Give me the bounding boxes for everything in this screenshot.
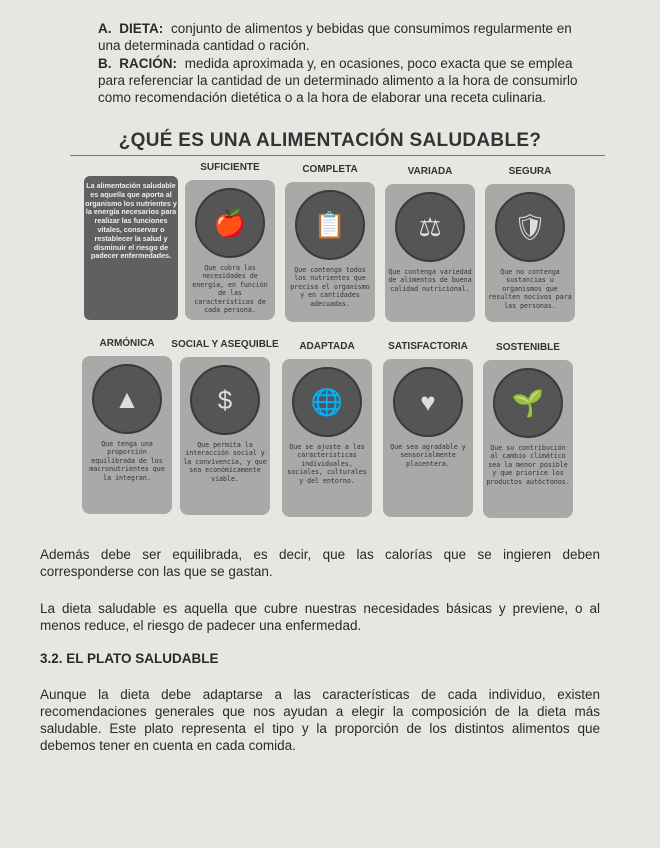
clipboard-icon: 📋 xyxy=(295,190,365,260)
card-heading: ADAPTADA xyxy=(299,341,355,352)
definition-dieta xyxy=(98,20,598,54)
plate-heart-icon: ♥ xyxy=(393,367,463,437)
quality-card xyxy=(82,356,172,514)
card-heading: ARMÓNICA xyxy=(99,338,155,349)
quality-card xyxy=(483,360,573,518)
infographic-title: ¿QUÉ ES UNA ALIMENTACIÓN SALUDABLE? xyxy=(118,130,542,151)
food-pyramid-icon: ▲ xyxy=(92,364,162,434)
def-term: RACIÓN: xyxy=(119,56,178,71)
card-heading: SOSTENIBLE xyxy=(496,342,560,353)
quality-card xyxy=(383,359,473,517)
definition-racion xyxy=(98,55,598,106)
card-heading: SATISFACTORIA xyxy=(388,341,468,352)
card-heading: SEGURA xyxy=(508,166,552,177)
section-paragraph: Aunque la dieta debe adaptarse a las características de cada individuo, existen recomendaciones generales que nos ayudan a elegir la composición de la dieta más saludable. Este plato representa el tipo y la proporción de los distintos alimentos que debemos tener en cuenta en cada comida. xyxy=(40,687,600,753)
section-heading: 3.2. EL PLATO SALUDABLE xyxy=(40,651,219,666)
card-description: Que sea agradable y sensorialmente placentera. xyxy=(390,443,466,468)
def-letter: B. xyxy=(98,56,112,71)
card-heading: VARIADA xyxy=(407,166,453,177)
card-description: Que su contribución al cambio climático sea la menor posible y que priorice los productos autóctonos. xyxy=(486,444,570,486)
divider xyxy=(70,155,605,156)
hand-plant-icon: 🌱 xyxy=(493,368,563,438)
card-heading: SOCIAL Y ASEQUIBLE xyxy=(171,339,279,350)
quality-card xyxy=(185,180,275,320)
def-text: medida aproximada y, en ocasiones, poco exacta que se emplea para referenciar la cantidad de un determinado alimento a la hora de consumirlo como recomendación dietética o a la hora de elaborar una receta culinaria. xyxy=(98,56,578,105)
dna-apple-globe-icon: 🌐 xyxy=(292,367,362,437)
def-text: conjunto de alimentos y bebidas que consumimos regularmente en una determinada cantidad o ración. xyxy=(98,21,572,53)
card-description: Que se ajuste a las características individuales, sociales, culturales y del entorno. xyxy=(287,443,367,485)
paragraph-dieta-saludable: La dieta saludable es aquella que cubre nuestras necesidades básicas y previene, o al menos reduce, el riesgo de padecer una enfermedad. xyxy=(40,601,600,633)
intro-card: La alimentación saludable es aquella que aporta al organismo los nutrientes y la energía necesarios para realizar las funciones vitales, conservar o restablecer la salud y disminuir el riesgo de padecer enfermedades. xyxy=(84,176,178,320)
def-letter: A. xyxy=(98,21,112,36)
apple-battery-icon: 🍎 xyxy=(195,188,265,258)
card-description: Que tenga una proporción equilibrada de los macronutrientes que la integran. xyxy=(89,440,165,482)
card-heading: COMPLETA xyxy=(302,164,358,175)
card-heading: SUFICIENTE xyxy=(200,162,260,173)
quality-card xyxy=(180,357,270,515)
plate-dollar-icon: $ xyxy=(190,365,260,435)
card-description: Que contenga variedad de alimentos de buena calidad nutricional. xyxy=(388,268,472,293)
card-description: Que permita la interacción social y la convivencia, y que sea económicamente viable. xyxy=(183,441,267,483)
quality-card xyxy=(285,182,375,322)
card-description: Que cubra las necesidades de energía, en función de las características de cada persona. xyxy=(192,264,268,315)
card-description: Que no contenga sustancias u organismos que resulten nocivos para las personas. xyxy=(488,268,572,310)
plate-shield-icon: 🛡 xyxy=(495,192,565,262)
paragraph-equilibrada: Además debe ser equilibrada, es decir, que las calorías que se ingieren deben corresponderse con las que se gastan. xyxy=(40,547,600,579)
quality-card xyxy=(385,184,475,322)
card-description: Que contenga todos los nutrientes que precisa el organismo y en cantidades adecuadas. xyxy=(290,266,370,308)
quality-card xyxy=(485,184,575,322)
quality-card xyxy=(282,359,372,517)
scale-food-icon: ⚖ xyxy=(395,192,465,262)
def-term: DIETA: xyxy=(119,21,164,36)
